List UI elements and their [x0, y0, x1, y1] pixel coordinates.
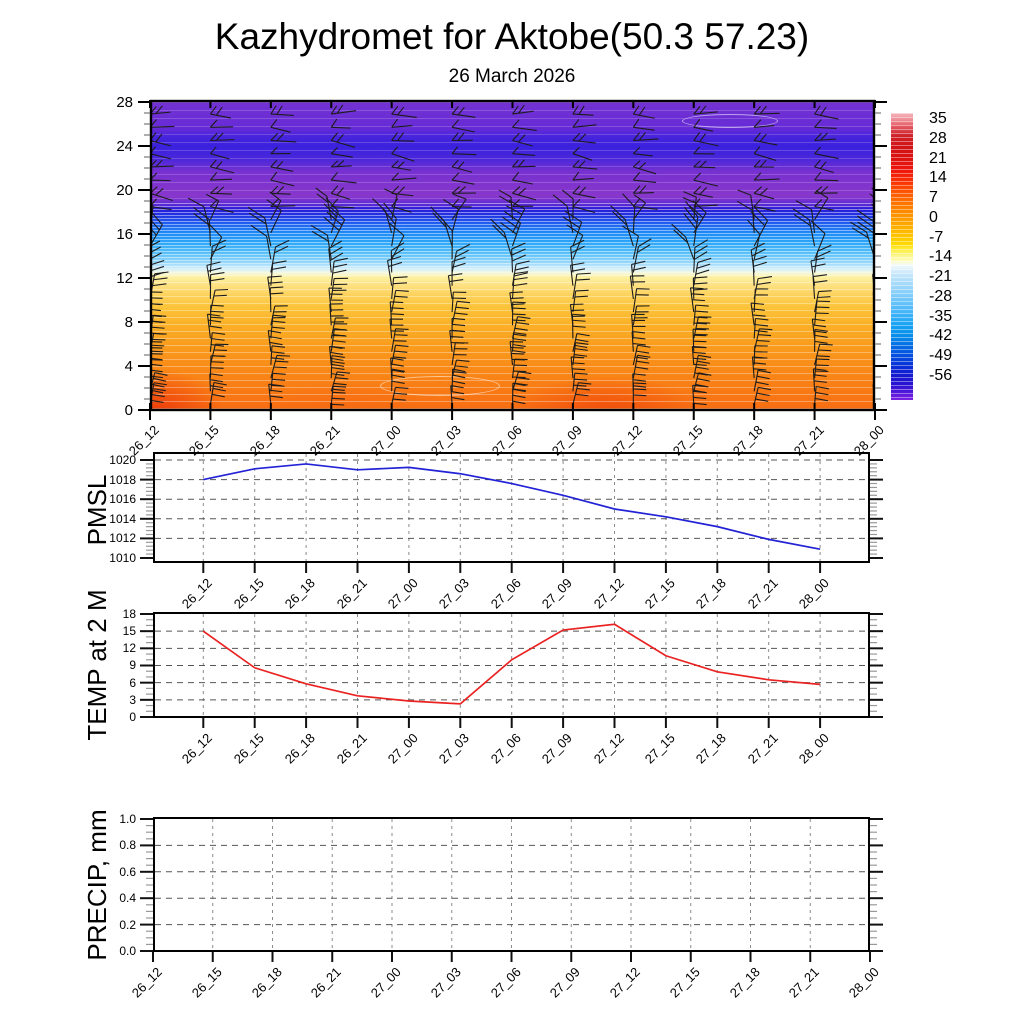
x-tick-label: 27_06 — [487, 730, 524, 767]
wind-barb — [331, 199, 354, 208]
wind-barb — [633, 106, 654, 118]
wind-barb — [815, 344, 833, 365]
y-tick-label: 12 — [122, 641, 136, 656]
y-tick-label: 1020 — [109, 453, 136, 467]
x-tick-label: 28_00 — [850, 422, 887, 459]
wind-barb — [210, 289, 228, 312]
wind-barb — [815, 106, 839, 119]
colorbar-tick-label: -7 — [929, 228, 944, 246]
x-tick-label: 26_21 — [306, 422, 344, 459]
x-tick-label: 26_15 — [230, 730, 267, 767]
x-tick-label: 26_15 — [230, 575, 267, 612]
x-tick-label: 27_15 — [666, 964, 703, 1001]
x-tick-label: 26_12 — [179, 575, 216, 612]
wind-barb — [150, 358, 163, 378]
wind-barb — [633, 199, 657, 209]
wind-barb — [513, 105, 534, 114]
x-tick-label: 27_15 — [641, 730, 678, 767]
colorbar-tick-label: -42 — [929, 327, 953, 345]
wind-barb — [850, 222, 875, 259]
x-tick-label: 27_12 — [590, 575, 627, 612]
x-tick-label: 27_06 — [488, 422, 525, 459]
cross-section-panel — [150, 100, 875, 411]
pmsl-panel — [153, 452, 870, 563]
x-tick-label: 27_00 — [384, 575, 421, 612]
wind-barb — [633, 306, 649, 325]
y-tick-label: 0 — [129, 709, 136, 724]
wind-barb — [271, 119, 291, 132]
wind-barb — [452, 120, 475, 132]
wind-barb — [573, 106, 593, 116]
wind-barb — [813, 275, 827, 299]
y-tick-label: 1016 — [109, 492, 136, 507]
wind-barb — [754, 346, 768, 365]
x-tick-label: 27_03 — [436, 730, 473, 767]
wind-barb — [694, 106, 718, 114]
colorbar-tick-label: 7 — [929, 189, 938, 207]
wind-barb — [331, 160, 351, 166]
wind-barb — [754, 120, 774, 128]
wind-barb — [573, 119, 597, 127]
wind-barb — [754, 160, 774, 167]
wind-barb — [633, 119, 654, 130]
wind-barb — [271, 133, 296, 142]
wind-barb — [392, 147, 415, 161]
wind-barb — [452, 147, 476, 155]
wind-barb — [390, 302, 404, 325]
wind-barb — [513, 172, 533, 184]
wind-barb — [815, 386, 829, 404]
y-tick-label: 1012 — [109, 531, 136, 546]
wind-barb — [691, 288, 706, 312]
wind-barb — [452, 318, 465, 338]
wind-barb — [452, 106, 475, 117]
wind-barb — [452, 301, 470, 325]
wind-barb — [873, 384, 875, 404]
x-tick-label: 28_00 — [795, 730, 832, 767]
colorbar-tick-label: -28 — [929, 287, 953, 305]
x-tick-label: 26_18 — [281, 730, 318, 767]
wind-barb — [815, 133, 836, 141]
colorbar-tick-label: -56 — [929, 367, 953, 384]
y-tick-label: 0.2 — [119, 917, 136, 932]
wind-barb — [210, 120, 233, 127]
temp-axis-title: TEMP at 2 M — [82, 589, 112, 741]
wind-barb — [271, 106, 294, 116]
wind-barb — [271, 315, 286, 338]
wind-barb — [694, 147, 715, 154]
wind-barb — [329, 288, 343, 312]
wind-barb — [392, 387, 409, 404]
y-tick-label: 0.8 — [119, 838, 136, 853]
wind-barb — [271, 172, 294, 186]
x-tick-label: 27_12 — [609, 422, 646, 459]
wind-barb — [448, 274, 463, 299]
wind-barbs-layer — [150, 100, 875, 411]
x-tick-label: 26_18 — [281, 575, 318, 612]
wind-barb — [694, 161, 716, 168]
x-tick-label: 27_18 — [729, 422, 767, 459]
wind-barb — [452, 173, 474, 184]
x-tick-label: 27_09 — [546, 964, 584, 1001]
wind-barb — [513, 261, 530, 286]
wind-barb — [633, 147, 652, 156]
wind-barb — [271, 373, 286, 391]
y-tick-label: 20 — [116, 182, 133, 199]
x-tick-label: 27_00 — [384, 730, 421, 767]
wind-barb — [392, 119, 413, 127]
wind-barb — [210, 187, 232, 194]
y-tick-label: 4 — [124, 358, 133, 375]
wind-barb — [815, 200, 834, 211]
wind-barb — [694, 373, 712, 393]
wind-barb — [210, 133, 234, 141]
wind-barb — [573, 199, 595, 212]
x-tick-label: 27_15 — [641, 575, 678, 612]
y-tick-label: 3 — [129, 692, 136, 707]
x-tick-label: 28_00 — [845, 964, 882, 1001]
wind-barb — [694, 119, 713, 131]
wind-barb — [513, 160, 536, 167]
x-tick-label: 26_12 — [179, 730, 216, 767]
x-tick-label: 27_21 — [790, 422, 827, 459]
wind-barb — [513, 302, 526, 325]
x-tick-label: 27_03 — [427, 964, 464, 1001]
wind-barb — [815, 172, 839, 180]
wind-barb — [573, 160, 597, 169]
x-tick-label: 26_18 — [246, 422, 283, 459]
wind-barb — [331, 133, 355, 148]
wind-barb — [513, 372, 532, 392]
wind-barb — [815, 147, 839, 159]
wind-barb — [331, 172, 356, 183]
wind-barb — [684, 201, 698, 246]
y-tick-label: 1018 — [109, 472, 136, 487]
wind-barb — [210, 333, 225, 352]
y-tick-label: 0.4 — [119, 891, 136, 906]
wind-barb — [150, 196, 153, 233]
y-tick-label: 8 — [124, 314, 133, 331]
wind-barb — [632, 332, 646, 352]
wind-barb — [633, 239, 651, 273]
wind-barb — [150, 160, 174, 167]
wind-barb — [392, 277, 408, 299]
wind-barb — [573, 290, 589, 312]
wind-barb — [754, 329, 772, 352]
wind-barb — [392, 132, 414, 141]
wind-barb — [331, 105, 356, 114]
colorbar-tick-label: -49 — [929, 347, 953, 365]
wind-barb — [268, 331, 282, 352]
wind-barb — [331, 186, 350, 200]
wind-barb — [573, 172, 594, 180]
x-tick-label: 27_21 — [744, 575, 781, 612]
wind-barb — [738, 190, 754, 220]
colorbar-tick-label: -14 — [929, 248, 953, 266]
wind-barb — [392, 161, 411, 170]
wind-barb — [210, 160, 234, 173]
wind-barb — [150, 333, 167, 351]
wind-barb — [193, 207, 210, 246]
wind-barb — [150, 147, 171, 159]
colorbar-tick-label: -35 — [929, 307, 953, 325]
x-tick-label: 27_18 — [693, 730, 730, 767]
wind-barb — [452, 187, 476, 194]
wind-barb — [694, 186, 713, 197]
wind-barb — [188, 198, 210, 233]
x-tick-label: 26_12 — [125, 422, 162, 459]
y-tick-label: 24 — [116, 138, 133, 155]
precip-panel — [153, 817, 870, 952]
x-tick-label: 27_09 — [548, 422, 585, 459]
x-tick-label: 27_18 — [726, 964, 763, 1001]
wind-barb — [870, 188, 875, 220]
x-tick-label: 27_03 — [436, 575, 473, 612]
wind-barb — [633, 186, 654, 194]
wind-barb — [388, 256, 402, 285]
y-tick-label: 0.6 — [119, 864, 136, 879]
colorbar — [891, 113, 913, 400]
wind-barb — [815, 301, 830, 325]
x-tick-label: 27_06 — [487, 964, 524, 1001]
wind-barb — [271, 186, 291, 194]
x-tick-label: 26_15 — [186, 422, 223, 459]
y-tick-label: 12 — [116, 270, 133, 287]
wind-barb — [210, 106, 231, 118]
wind-barb — [754, 173, 779, 180]
colorbar-tick-label: 28 — [929, 129, 947, 147]
wind-barb — [753, 256, 767, 285]
wind-barb — [491, 219, 513, 259]
x-tick-label: 28_00 — [795, 575, 832, 612]
wind-barb — [573, 147, 592, 160]
wind-barb — [737, 201, 754, 233]
wind-barb — [754, 289, 768, 312]
y-tick-label: 0.0 — [119, 944, 136, 958]
y-tick-label: 16 — [116, 226, 133, 243]
pmsl-axis-title: PMSL — [82, 474, 112, 546]
wind-barb — [751, 303, 766, 325]
wind-barb — [793, 209, 815, 247]
wind-barb — [392, 106, 417, 117]
y-tick-label: 1014 — [109, 511, 136, 526]
page-title: Kazhydromet for Aktobe(50.3 57.23) — [214, 16, 810, 57]
wind-barb — [150, 173, 170, 181]
y-tick-label: 15 — [122, 624, 136, 639]
wind-barb — [754, 147, 776, 161]
x-tick-label: 26_21 — [333, 730, 370, 767]
wind-barb — [694, 173, 718, 186]
wind-barb — [672, 224, 694, 259]
wind-barb — [513, 120, 537, 131]
x-tick-label: 27_09 — [538, 575, 575, 612]
wind-barb — [443, 199, 458, 232]
x-tick-label: 27_12 — [606, 964, 643, 1001]
wind-barb — [633, 172, 656, 182]
wind-barb — [210, 273, 224, 299]
wind-barb — [815, 160, 834, 173]
wind-barb — [573, 133, 596, 143]
wind-barb — [150, 315, 166, 338]
x-tick-label: 27_06 — [487, 575, 524, 612]
y-tick-label: 6 — [129, 675, 136, 690]
wind-barb — [392, 329, 409, 352]
colorbar-tick-label: 21 — [929, 149, 947, 167]
wind-barb — [871, 199, 875, 233]
x-tick-label: 26_12 — [128, 964, 165, 1001]
wind-barb — [694, 258, 711, 285]
wind-barb — [210, 147, 229, 159]
x-tick-label: 27_00 — [367, 964, 404, 1001]
wind-barb — [513, 359, 528, 378]
wind-barb — [452, 160, 472, 172]
x-tick-label: 27_00 — [367, 422, 404, 459]
wind-barb — [513, 187, 537, 200]
x-tick-label: 27_09 — [538, 730, 575, 767]
x-tick-label: 27_12 — [590, 730, 627, 767]
y-tick-label: 28 — [116, 94, 133, 111]
y-tick-label: 9 — [129, 658, 136, 673]
wind-barb — [210, 172, 232, 180]
colorbar-tick-label: -21 — [929, 268, 953, 286]
wind-barb — [633, 161, 656, 174]
wind-barb — [330, 304, 344, 325]
wind-barb — [452, 133, 473, 141]
page-subtitle: 26 March 2026 — [448, 66, 576, 87]
wind-barb — [754, 133, 777, 145]
wind-barb — [622, 226, 638, 259]
colorbar-tick-label: 35 — [929, 110, 947, 127]
wind-barb — [392, 345, 409, 365]
x-tick-label: 26_15 — [188, 964, 225, 1001]
x-tick-label: 27_03 — [427, 422, 464, 459]
y-tick-label: 0 — [124, 402, 133, 419]
wind-barb — [500, 211, 520, 246]
x-tick-label: 27_21 — [785, 964, 823, 1001]
wind-barb — [150, 133, 171, 146]
x-tick-label: 26_21 — [333, 575, 370, 612]
wind-barb — [271, 147, 291, 153]
y-tick-label: 1010 — [109, 551, 136, 565]
wind-barb — [311, 225, 331, 259]
colorbar-tick-label: 14 — [929, 169, 947, 187]
wind-barb — [506, 200, 524, 233]
wind-barb — [633, 132, 658, 140]
wind-barb — [611, 206, 634, 246]
x-tick-label: 26_21 — [307, 964, 345, 1001]
wind-barb — [316, 188, 332, 220]
wind-barb — [392, 173, 417, 180]
wind-barb — [270, 287, 283, 312]
wind-barb — [513, 200, 534, 207]
wind-barb — [694, 132, 719, 145]
wind-barb — [754, 187, 774, 199]
wind-barb — [815, 120, 837, 129]
x-tick-label: 26_18 — [248, 964, 285, 1001]
wind-barb — [150, 292, 163, 312]
wind-barb — [331, 119, 350, 128]
wind-barb — [754, 106, 779, 114]
wind-barb — [754, 387, 771, 404]
x-tick-label: 27_18 — [693, 575, 730, 612]
colorbar-tick-label: 0 — [929, 208, 938, 226]
wind-barb — [513, 133, 533, 146]
wind-barb — [331, 318, 348, 339]
wind-barb — [754, 277, 772, 299]
wind-barb — [451, 386, 465, 405]
precip-axis-title: PRECIP, mm — [82, 809, 112, 961]
wind-barb — [271, 160, 293, 171]
wind-barb — [513, 147, 536, 156]
y-tick-label: 1.0 — [119, 812, 136, 826]
y-tick-label: 18 — [122, 607, 136, 621]
wind-barb — [331, 147, 353, 157]
temp-panel — [153, 612, 870, 718]
x-tick-label: 27_15 — [669, 422, 706, 459]
x-tick-label: 27_21 — [744, 730, 781, 767]
wind-barb — [150, 187, 173, 201]
wind-barb — [150, 120, 174, 128]
wind-barb — [150, 106, 171, 114]
wind-barb — [573, 186, 595, 198]
